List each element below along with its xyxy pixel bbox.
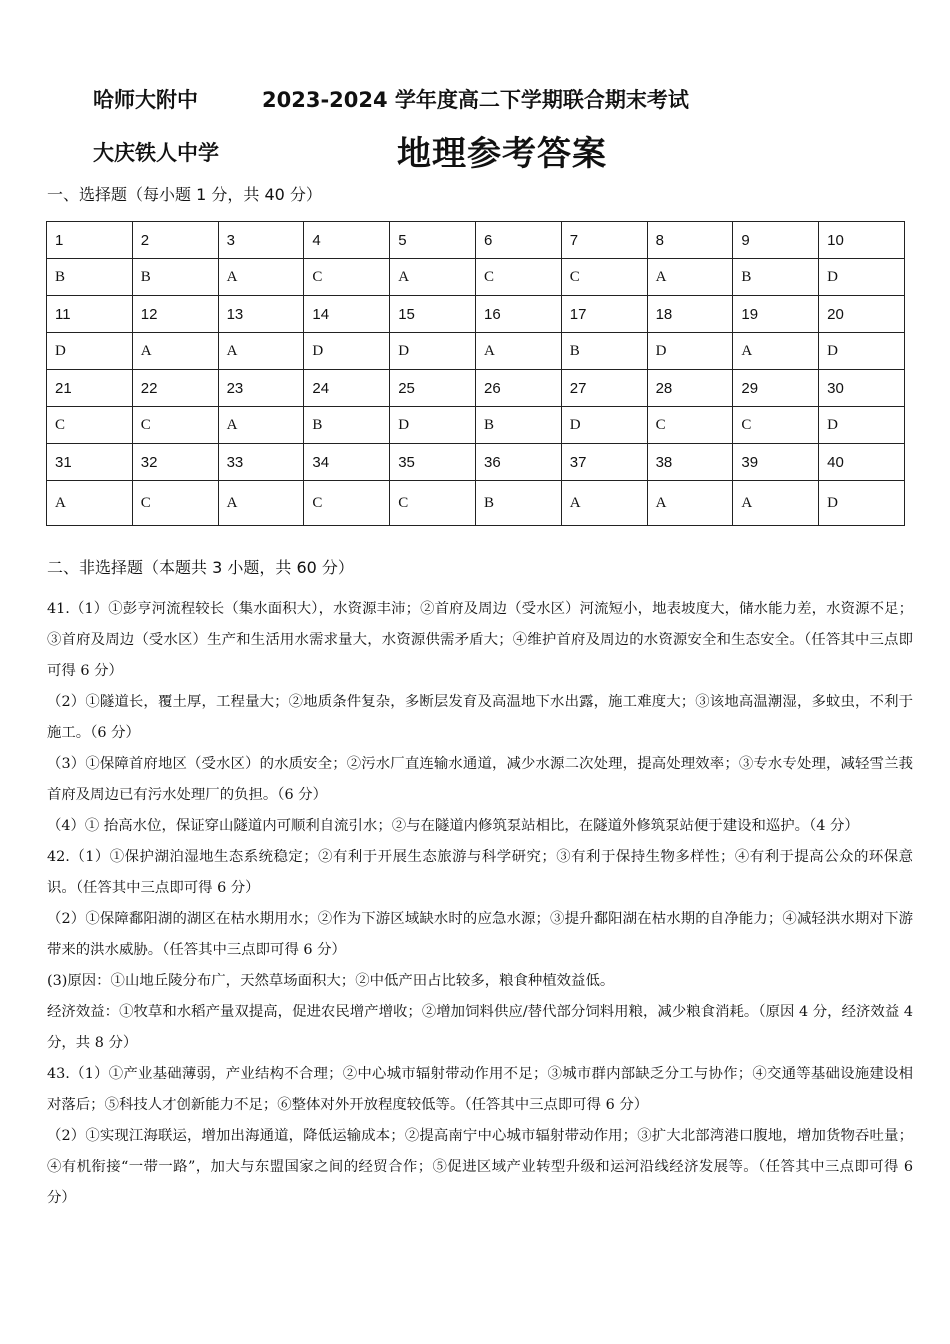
question-number-row <box>47 444 905 481</box>
answer-paragraph: 经济效益：①牧草和水稻产量双提高，促进农民增产增收；②增加饲料供应/替代部分饲料用粮，减少粮食消耗。（原因 4 分，经济效益 4 分，共 8 分） <box>47 1004 913 1051</box>
exam-title: 2023-2024 学年度高二下学期联合期末考试 <box>262 88 689 112</box>
question-number-cell: 28 <box>647 370 733 407</box>
answer-cell: C <box>304 481 390 526</box>
answer-cell: D <box>47 333 133 370</box>
answer-cell: D <box>390 407 476 444</box>
answer-cell: D <box>819 481 905 526</box>
question-number-cell: 11 <box>47 296 133 333</box>
question-number-cell: 7 <box>561 222 647 259</box>
answer-cell: A <box>47 481 133 526</box>
answer-cell: A <box>733 481 819 526</box>
question-number-cell: 2 <box>132 222 218 259</box>
answer-cell: C <box>733 407 819 444</box>
answer-cell: D <box>819 259 905 296</box>
answer-cell: D <box>390 333 476 370</box>
answer-cell: D <box>819 333 905 370</box>
answer-cell: B <box>132 259 218 296</box>
question-number-cell: 10 <box>819 222 905 259</box>
answer-cell: A <box>733 333 819 370</box>
question-number-cell: 17 <box>561 296 647 333</box>
question-number-cell: 15 <box>390 296 476 333</box>
answer-cell: B <box>475 481 561 526</box>
answer-paragraph: 42.（1）①保护湖泊湿地生态系统稳定；②有利于开展生态旅游与科学研究；③有利于保持生物多样性；④有利于提高公众的环保意识。（任答其中三点即可得 6 分） <box>47 849 913 896</box>
answer-cell: A <box>561 481 647 526</box>
school-name-1: 哈师大附中 <box>93 88 198 112</box>
question-number-cell: 27 <box>561 370 647 407</box>
answer-cell: D <box>304 333 390 370</box>
question-number-cell: 32 <box>132 444 218 481</box>
answer-cell: B <box>733 259 819 296</box>
answer-cell: A <box>218 481 304 526</box>
question-number-row <box>47 370 905 407</box>
question-number-cell: 38 <box>647 444 733 481</box>
answer-paragraph: （2）①实现江海联运，增加出海通道，降低运输成本；②提高南宁中心城市辐射带动作用；③扩大北部湾港口腹地，增加货物吞吐量；④有机衔接“一带一路”，加大与东盟国家之间的经贸合作；⑤促进区域产业转型升级和运河沿线经济发展等。（任答其中三点即可得 6 分） <box>47 1128 913 1206</box>
answer-paragraph: （4）① 抬高水位，保证穿山隧道内可顺利自流引水；②与在隧道内修筑泵站相比，在隧道外修筑泵站便于建设和巡护。（4 分） <box>47 818 859 834</box>
question-number-cell: 22 <box>132 370 218 407</box>
answer-cell: D <box>561 407 647 444</box>
answer-cell: A <box>647 481 733 526</box>
question-number-cell: 18 <box>647 296 733 333</box>
answer-cell: A <box>390 259 476 296</box>
question-number-cell: 37 <box>561 444 647 481</box>
question-number-cell: 13 <box>218 296 304 333</box>
question-number-cell: 29 <box>733 370 819 407</box>
school-name-2: 大庆铁人中学 <box>93 141 219 165</box>
answer-row <box>47 333 905 370</box>
answer-cell: C <box>132 407 218 444</box>
answer-cell: C <box>304 259 390 296</box>
answer-table <box>46 221 905 526</box>
answer-cell: B <box>475 407 561 444</box>
answer-cell: A <box>218 259 304 296</box>
question-number-cell: 35 <box>390 444 476 481</box>
question-number-cell: 24 <box>304 370 390 407</box>
answer-paragraph: 41.（1）①彭亨河流程较长（集水面积大），水资源丰沛；②首府及周边（受水区）河流短小，地表坡度大，储水能力差，水资源不足；③首府及周边（受水区）生产和生活用水需求量大，水资源供需矛盾大；④维护首府及周边的水资源安全和生态安全。（任答其中三点即可得 6 分） <box>47 601 913 679</box>
question-number-cell: 23 <box>218 370 304 407</box>
question-number-cell: 5 <box>390 222 476 259</box>
question-number-cell: 26 <box>475 370 561 407</box>
answer-paragraph: （3）①保障首府地区（受水区）的水质安全；②污水厂直连输水通道，减少水源二次处理，提高处理效率；③专水专处理，减轻雪兰莪首府及周边已有污水处理厂的负担。（6 分） <box>47 756 913 803</box>
answer-paragraph: (3)原因：①山地丘陵分布广，天然草场面积大；②中低产田占比较多，粮食种植效益低。 <box>47 973 615 989</box>
answer-cell: A <box>647 259 733 296</box>
question-number-cell: 8 <box>647 222 733 259</box>
question-number-cell: 21 <box>47 370 133 407</box>
answer-row <box>47 407 905 444</box>
question-number-cell: 1 <box>47 222 133 259</box>
answer-cell: B <box>561 333 647 370</box>
answer-cell: C <box>132 481 218 526</box>
answer-paragraph: 43.（1）①产业基础薄弱，产业结构不合理；②中心城市辐射带动作用不足；③城市群内部缺乏分工与协作；④交通等基础设施建设相对落后；⑤科技人才创新能力不足；⑥整体对外开放程度较低等。（任答其中三点即可得 6 分） <box>47 1066 913 1113</box>
question-number-cell: 25 <box>390 370 476 407</box>
question-number-cell: 12 <box>132 296 218 333</box>
question-number-cell: 33 <box>218 444 304 481</box>
answer-cell: C <box>475 259 561 296</box>
question-number-row <box>47 222 905 259</box>
question-number-cell: 3 <box>218 222 304 259</box>
answer-cell: A <box>218 407 304 444</box>
question-number-cell: 9 <box>733 222 819 259</box>
answer-cell: B <box>47 259 133 296</box>
question-number-cell: 14 <box>304 296 390 333</box>
answer-cell: A <box>475 333 561 370</box>
answer-row <box>47 481 905 526</box>
answer-text <box>47 594 913 1214</box>
question-number-cell: 19 <box>733 296 819 333</box>
question-number-cell: 30 <box>819 370 905 407</box>
answer-cell: C <box>47 407 133 444</box>
answer-cell: C <box>647 407 733 444</box>
answer-cell: D <box>647 333 733 370</box>
question-number-cell: 20 <box>819 296 905 333</box>
answer-cell: C <box>561 259 647 296</box>
question-number-cell: 34 <box>304 444 390 481</box>
answer-cell: A <box>132 333 218 370</box>
question-number-cell: 6 <box>475 222 561 259</box>
answer-cell: C <box>390 481 476 526</box>
answer-cell: D <box>819 407 905 444</box>
question-number-cell: 39 <box>733 444 819 481</box>
answer-cell: A <box>218 333 304 370</box>
question-number-cell: 31 <box>47 444 133 481</box>
answer-paragraph: （2）①保障鄱阳湖的湖区在枯水期用水；②作为下游区域缺水时的应急水源；③提升鄱阳湖在枯水期的自净能力；④减轻洪水期对下游带来的洪水威胁。（任答其中三点即可得 6 分） <box>47 911 913 958</box>
question-number-cell: 16 <box>475 296 561 333</box>
answer-cell: B <box>304 407 390 444</box>
question-number-cell: 4 <box>304 222 390 259</box>
section2-heading: 二、非选择题（本题共 3 小题，共 60 分） <box>47 558 354 577</box>
answer-paragraph: （2）①隧道长，覆土厚，工程量大；②地质条件复杂，多断层发育及高温地下水出露，施工难度大；③该地高温潮湿，多蚊虫，不利于施工。（6 分） <box>47 694 913 741</box>
question-number-row <box>47 296 905 333</box>
question-number-cell: 40 <box>819 444 905 481</box>
section1-heading: 一、选择题（每小题 1 分，共 40 分） <box>47 185 322 204</box>
page-title: 地理参考答案 <box>397 134 607 174</box>
question-number-cell: 36 <box>475 444 561 481</box>
answer-row <box>47 259 905 296</box>
